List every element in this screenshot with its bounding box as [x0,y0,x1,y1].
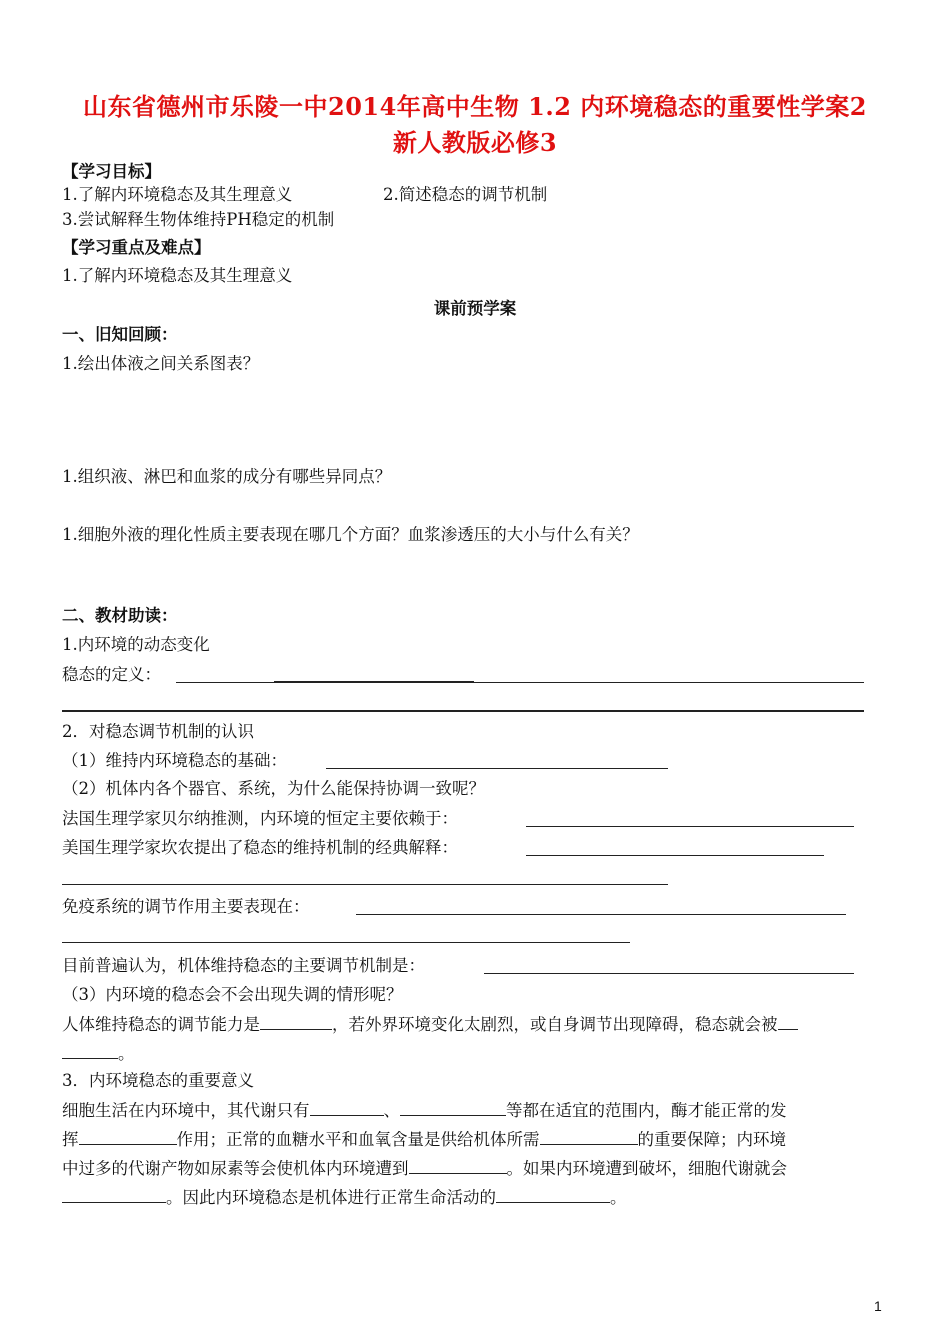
bernard-answer-line [526,826,854,827]
textbook-heading: 二、教材助读： [62,606,178,625]
definition-answer-line-2 [62,710,864,712]
preview-heading: 课前预学案 [433,299,517,318]
regulation-capacity-text-2: ，若外界环境变化太剧烈，或自身调节出现障碍，稳态就会被 [332,1015,778,1034]
significance-text-8: 。因此内环境稳态是机体进行正常生命活动的 [166,1188,496,1207]
separator-comma: 、 [383,1101,400,1120]
review-question-3: 1.细胞外液的理化性质主要表现在哪几个方面？血浆渗透压的大小与什么有关？ [62,525,639,544]
significance-text-2: 等都在适宜的范围内，酶才能正常的发 [506,1101,787,1120]
section-2-item-2: （2）机体内各个器官、系统，为什么能保持协调一致呢？ [62,779,485,798]
regulation-capacity-paragraph-end [62,1042,135,1065]
disruption-blank [778,1013,798,1030]
disruption-blank-cont [62,1042,118,1059]
review-heading: 一、旧知回顾： [62,325,178,344]
section-2-item-1: （1）维持内环境稳态的基础： [62,751,287,770]
section-2-item-3: （3）内环境的稳态会不会出现失调的情形呢？ [62,985,403,1004]
significance-text-3: 挥 [62,1130,79,1149]
regulation-capacity-text-1: 人体维持稳态的调节能力是 [62,1015,260,1034]
significance-text-7: 。如果内环境遭到破坏，细胞代谢就会 [506,1159,787,1178]
blank-3 [79,1128,177,1145]
review-question-2: 1.组织液、淋巴和血浆的成分有哪些异同点？ [62,467,392,486]
keypoints-heading: 【学习重点及难点】 [62,238,211,257]
immune-answer-line [356,914,846,915]
basis-answer-line [326,768,668,769]
current-mechanism-statement: 目前普遍认为，机体维持稳态的主要调节机制是： [62,956,425,975]
cannon-answer-line-2 [62,884,668,885]
regulation-capacity-end: 。 [118,1044,135,1063]
immune-statement: 免疫系统的调节作用主要表现在： [62,897,310,916]
bernard-statement: 法国生理学家贝尔纳推测，内环境的恒定主要依赖于： [62,809,458,828]
page-number: 1 [874,1298,882,1314]
definition-answer-line-bold [274,681,474,683]
goal-item-3: 3.尝试解释生物体维持PH稳定的机制 [62,210,335,229]
significance-text-4: 作用；正常的血糖水平和血氧含量是供给机体所需 [176,1130,540,1149]
significance-paragraph-line-3 [62,1157,787,1180]
blank-5 [409,1157,507,1174]
mechanism-answer-line [484,973,854,974]
section-1-title: 1.内环境的动态变化 [62,635,210,654]
goals-heading: 【学习目标】 [62,162,161,181]
significance-text-6: 中过多的代谢产物如尿素等会使机体内环境遭到 [62,1159,409,1178]
cannon-answer-line [526,855,824,856]
significance-text-1: 细胞生活在内环境中，其代谢只有 [62,1101,310,1120]
document-title-line-1: 山东省德州市乐陵一中2014年高中生物 1.2 内环境稳态的重要性学案2 [83,92,867,121]
section-3-title: 3．内环境稳态的重要意义 [62,1071,254,1090]
blank-2 [400,1099,506,1116]
significance-paragraph-line-1 [62,1099,787,1122]
goal-item-1: 1.了解内环境稳态及其生理意义 [62,185,293,204]
cannon-statement: 美国生理学家坎农提出了稳态的维持机制的经典解释： [62,838,458,857]
capacity-blank [260,1013,332,1030]
significance-text-5: 的重要保障；内环境 [637,1130,786,1149]
significance-end: 。 [610,1188,627,1207]
regulation-capacity-paragraph [62,1013,798,1036]
significance-paragraph-line-4 [62,1186,627,1209]
blank-7 [496,1186,610,1203]
review-question-1: 1.绘出体液之间关系图表？ [62,354,260,373]
keypoint-item-1: 1.了解内环境稳态及其生理意义 [62,266,293,285]
section-2-title: 2．对稳态调节机制的认识 [62,722,254,741]
blank-6 [62,1186,166,1203]
immune-answer-line-2 [62,942,630,943]
significance-paragraph-line-2 [62,1128,786,1151]
blank-1 [310,1099,384,1116]
document-title-line-2: 新人教版必修3 [392,128,558,157]
steady-state-definition-label: 稳态的定义： [62,665,161,684]
blank-4 [540,1128,638,1145]
goal-item-2: 2.简述稳态的调节机制 [383,185,548,204]
